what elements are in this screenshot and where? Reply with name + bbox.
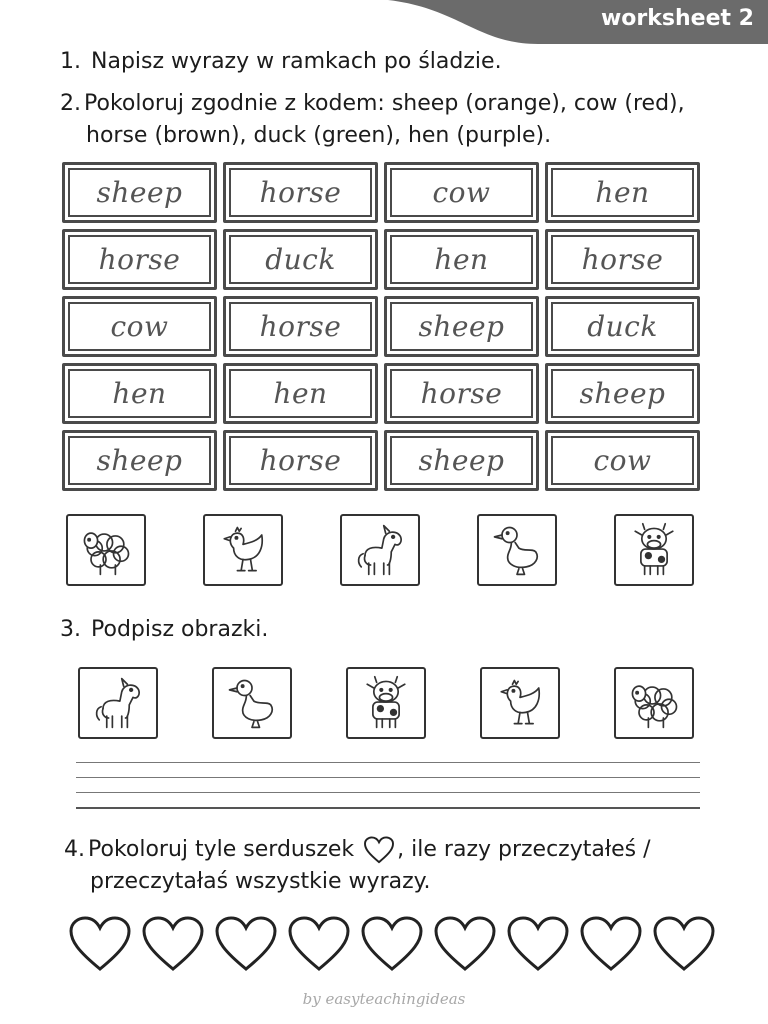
trace-word: cow [593, 444, 652, 477]
trace-word: sheep [418, 310, 505, 343]
trace-word: horse [259, 310, 342, 343]
word-box-inner [390, 168, 533, 217]
trace-word: horse [98, 243, 181, 276]
task-2-line2: horse (brown), duck (green), hen (purple). [86, 123, 552, 148]
word-grid [62, 162, 702, 491]
heart-icon[interactable] [579, 914, 643, 974]
word-box-inner [229, 369, 372, 418]
word-box-inner [551, 436, 694, 485]
heart-icon[interactable] [141, 914, 205, 974]
task-1-text: Napisz wyrazy w ramkach po śladzie. [91, 49, 502, 74]
word-box[interactable] [62, 162, 217, 223]
duck-icon [487, 520, 547, 580]
trace-word: hen [434, 243, 489, 276]
word-box[interactable] [62, 430, 217, 491]
heart-icon[interactable] [433, 914, 497, 974]
trace-word: duck [587, 310, 658, 343]
trace-word: horse [581, 243, 664, 276]
heart-icon[interactable] [506, 914, 570, 974]
word-box-inner [229, 235, 372, 284]
task-3 [60, 614, 268, 646]
task-4-line1-start: Pokoloruj tyle serduszek [88, 837, 355, 862]
writing-line [76, 777, 700, 778]
word-box-inner [68, 302, 211, 351]
trace-word: sheep [418, 444, 505, 477]
word-box[interactable] [545, 162, 700, 223]
word-box[interactable] [384, 162, 539, 223]
labeling-picture-frame[interactable] [480, 667, 560, 739]
sheep-icon [624, 673, 684, 733]
trace-word: sheep [96, 176, 183, 209]
word-box[interactable] [545, 296, 700, 357]
word-box[interactable] [384, 430, 539, 491]
word-box[interactable] [545, 430, 700, 491]
word-box-inner [551, 168, 694, 217]
task-3-number: 3. [60, 617, 81, 642]
word-box-inner [551, 235, 694, 284]
writing-line [76, 762, 700, 763]
word-box[interactable] [545, 363, 700, 424]
coloring-picture-frame[interactable] [203, 514, 283, 586]
hearts-row [68, 914, 716, 974]
heart-icon[interactable] [214, 914, 278, 974]
word-box[interactable] [384, 296, 539, 357]
picture-row-labeling [78, 667, 694, 739]
labeling-picture-frame[interactable] [614, 667, 694, 739]
word-box[interactable] [545, 229, 700, 290]
word-box-inner [229, 302, 372, 351]
coloring-picture-frame[interactable] [477, 514, 557, 586]
word-box[interactable] [62, 363, 217, 424]
word-box-inner [551, 302, 694, 351]
writing-line [76, 792, 700, 793]
word-box-inner [551, 369, 694, 418]
trace-word: horse [259, 444, 342, 477]
trace-word: sheep [579, 377, 666, 410]
task-4-line1-end: , ile razy przeczytałeś / [397, 837, 651, 862]
coloring-picture-frame[interactable] [66, 514, 146, 586]
task-1 [60, 46, 502, 78]
heart-icon[interactable] [68, 914, 132, 974]
writing-baseline [76, 807, 700, 809]
task-4-number: 4. [64, 837, 85, 862]
sheep-icon [76, 520, 136, 580]
task-1-number: 1. [60, 49, 81, 74]
heart-icon[interactable] [360, 914, 424, 974]
word-box-inner [68, 168, 211, 217]
heart-icon[interactable] [652, 914, 716, 974]
word-box[interactable] [223, 363, 378, 424]
trace-word: hen [112, 377, 167, 410]
word-box[interactable] [223, 162, 378, 223]
heart-icon [363, 836, 395, 864]
labeling-picture-frame[interactable] [212, 667, 292, 739]
worksheet-title: worksheet 2 [600, 6, 754, 31]
task-2-number: 2. [60, 91, 81, 116]
word-box-inner [390, 235, 533, 284]
writing-lines[interactable] [76, 762, 700, 823]
trace-word: hen [273, 377, 328, 410]
word-box[interactable] [62, 296, 217, 357]
word-box-inner [229, 436, 372, 485]
hen-icon [213, 520, 273, 580]
cow-icon [356, 673, 416, 733]
trace-word: hen [595, 176, 650, 209]
trace-word: duck [265, 243, 336, 276]
task-2 [60, 88, 685, 152]
worksheet-tab [388, 0, 768, 44]
horse-icon [88, 673, 148, 733]
task-2-line1: Pokoloruj zgodnie z kodem: sheep (orange), cow (red), [84, 91, 685, 116]
trace-word: sheep [96, 444, 183, 477]
heart-icon[interactable] [287, 914, 351, 974]
word-box[interactable] [384, 363, 539, 424]
word-box-inner [68, 369, 211, 418]
trace-word: horse [259, 176, 342, 209]
labeling-picture-frame[interactable] [78, 667, 158, 739]
trace-word: cow [110, 310, 169, 343]
task-4 [64, 834, 651, 898]
trace-word: horse [420, 377, 503, 410]
trace-word: cow [432, 176, 491, 209]
word-box[interactable] [223, 430, 378, 491]
horse-icon [350, 520, 410, 580]
cow-icon [624, 520, 684, 580]
task-3-text: Podpisz obrazki. [91, 617, 269, 642]
duck-icon [222, 673, 282, 733]
word-box-inner [390, 436, 533, 485]
task-4-line2: przeczytałaś wszystkie wyrazy. [90, 869, 431, 894]
credit-text: by easyteachingideas [302, 990, 466, 1008]
picture-row-coloring [66, 514, 694, 586]
word-box[interactable] [384, 229, 539, 290]
coloring-picture-frame[interactable] [340, 514, 420, 586]
word-box[interactable] [223, 296, 378, 357]
word-box-inner [229, 168, 372, 217]
word-box-inner [68, 235, 211, 284]
hen-icon [490, 673, 550, 733]
word-box-inner [390, 369, 533, 418]
word-box[interactable] [62, 229, 217, 290]
word-box[interactable] [223, 229, 378, 290]
word-box-inner [68, 436, 211, 485]
word-box-inner [390, 302, 533, 351]
labeling-picture-frame[interactable] [346, 667, 426, 739]
coloring-picture-frame[interactable] [614, 514, 694, 586]
